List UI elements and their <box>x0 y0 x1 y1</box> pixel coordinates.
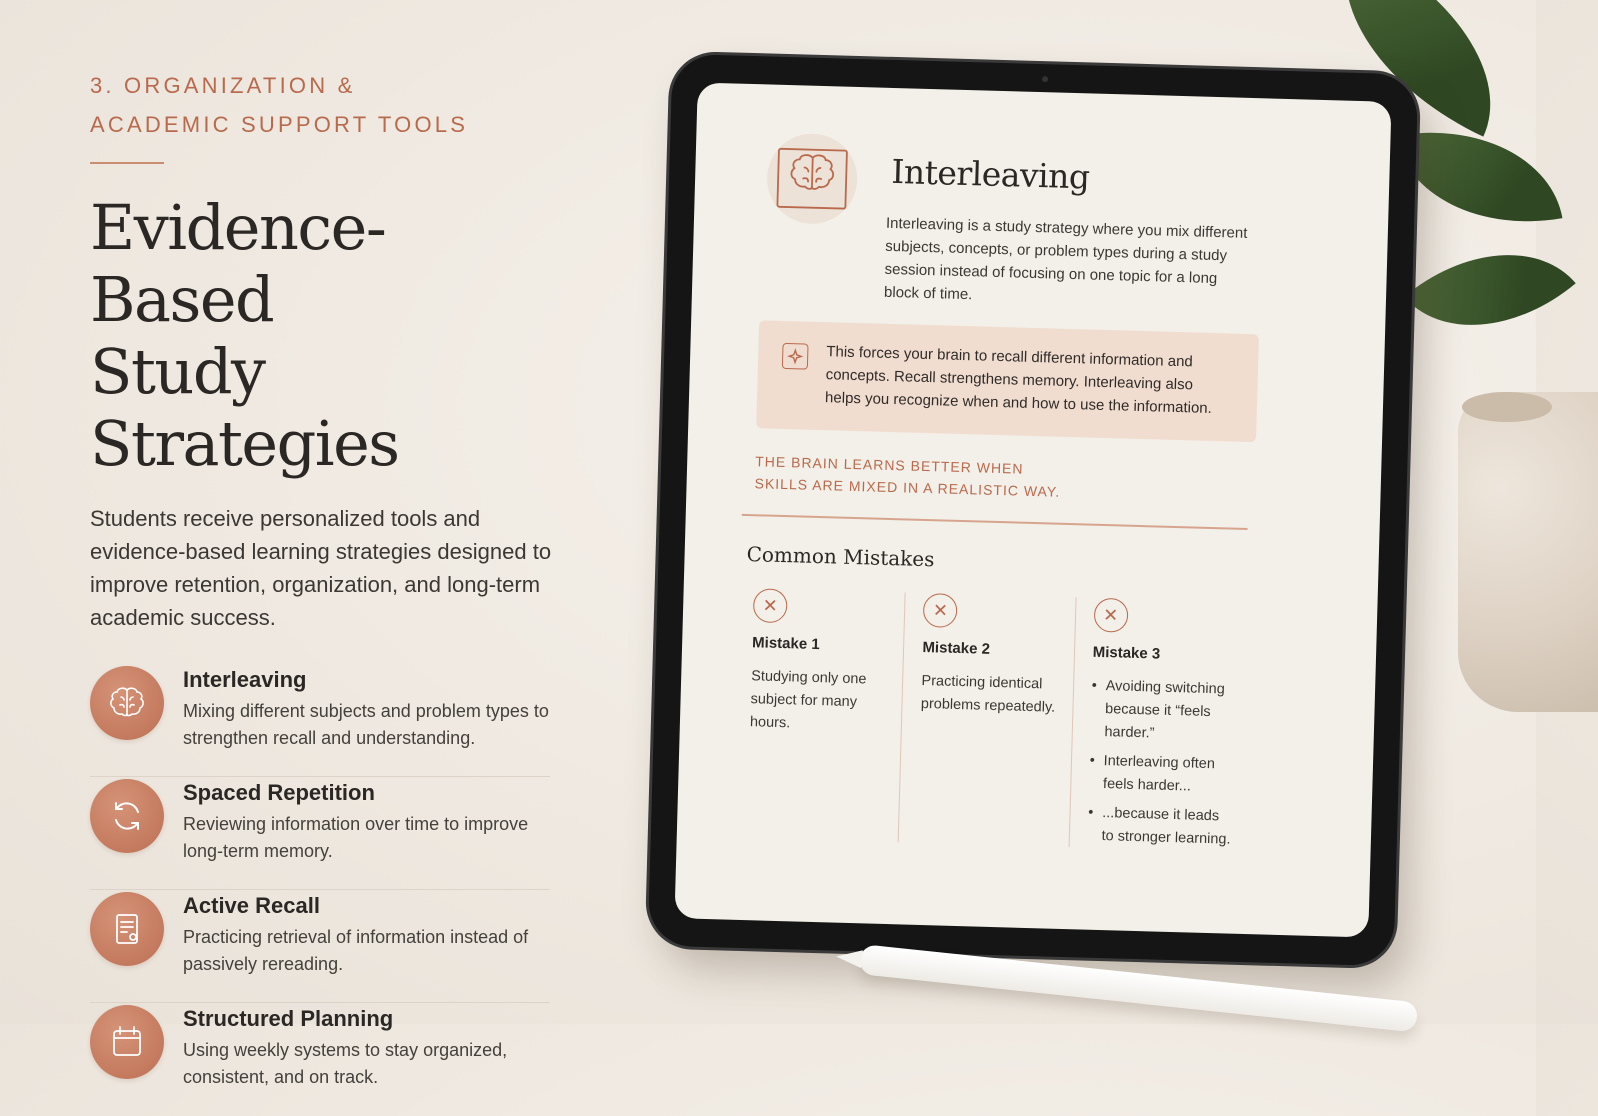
plant-leaf <box>1404 207 1576 374</box>
feature-desc: Practicing retrieval of information instead of passively rereading. <box>183 927 529 974</box>
tablet-device <box>660 64 1406 956</box>
callout-box <box>756 320 1259 442</box>
section-divider <box>742 514 1248 530</box>
calendar-icon <box>90 1005 164 1079</box>
brain-icon <box>90 666 164 740</box>
feature-title: Interleaving <box>183 667 307 692</box>
feature-desc: Mixing different subjects and problem types to strengthen recall and understanding. <box>183 701 549 748</box>
feature-item-active-recall <box>90 890 550 1003</box>
title-line-1: Evidence-Based <box>90 191 386 336</box>
mistake-column-1 <box>729 588 905 843</box>
feature-list <box>90 664 550 1116</box>
mistake-list <box>1087 675 1235 852</box>
intro-text: Students receive personalized tools and evidence-based learning strategies designed to improve retention, organization, and long-term academic success. <box>90 506 552 630</box>
feature-title: Structured Planning <box>183 1006 394 1031</box>
tablet-screen <box>674 82 1391 937</box>
mistake-title: Mistake 3 <box>1092 643 1161 663</box>
title-line-2: Study Strategies <box>90 335 399 480</box>
tagline: THE BRAIN LEARNS BETTER WHEN SKILLS ARE MIXED IN A REALISTIC WAY. <box>754 453 1061 500</box>
feature-desc: Using weekly systems to stay organized, consistent, and on track. <box>183 1040 508 1087</box>
screen-title: Interleaving <box>890 151 1091 197</box>
mistake-text: Practicing identical problems repeatedly. <box>920 672 1056 716</box>
brain-icon <box>766 132 858 224</box>
plant-pot <box>1458 392 1598 712</box>
feature-item-structured-planning <box>90 1003 550 1116</box>
feature-desc: Reviewing information over time to improve long-term memory. <box>183 814 529 861</box>
list-item: • Avoiding switching because it “feels harder.” <box>1090 675 1235 748</box>
section-eyebrow <box>90 66 560 144</box>
feature-title: Spaced Repetition <box>183 780 375 805</box>
sparkle-icon <box>782 343 809 370</box>
mistakes-grid <box>729 588 1246 852</box>
pot-rim <box>1462 392 1552 422</box>
feature-title: Active Recall <box>183 893 320 918</box>
close-icon: ✕ <box>753 588 788 623</box>
screen-description: Interleaving is a study strategy where you mix different subjects, concepts, or problem types during a study session instead of focusing on one topic for a long block of time. <box>883 214 1248 304</box>
close-icon: ✕ <box>923 593 958 628</box>
mistake-title: Mistake 1 <box>751 634 820 654</box>
left-panel <box>90 66 560 1116</box>
list-item: • ...because it leads to stronger learning. <box>1087 802 1232 852</box>
eyebrow-line-1: 3. ORGANIZATION & <box>90 73 356 98</box>
mistakes-heading: Common Mistakes <box>746 542 935 572</box>
callout-text: This forces your brain to recall different information and concepts. Recall strengthens memory. Interleaving also helps you recognize when and how to use the information. <box>824 343 1213 417</box>
mistake-text: Studying only one subject for many hours. <box>749 668 867 732</box>
mistake-column-3 <box>1068 597 1245 852</box>
feature-item-interleaving <box>90 664 550 777</box>
refresh-icon <box>90 779 164 853</box>
mistake-column-2 <box>898 592 1075 847</box>
eyebrow-line-2: ACADEMIC SUPPORT TOOLS <box>90 112 469 137</box>
document-icon <box>90 892 164 966</box>
eyebrow-divider <box>90 162 164 164</box>
page-title <box>90 192 560 480</box>
mistake-title: Mistake 2 <box>922 638 991 658</box>
list-item: • Interleaving often feels harder... <box>1089 750 1234 800</box>
feature-item-spaced-repetition <box>90 777 550 890</box>
stylus-tip <box>835 948 863 969</box>
close-icon: ✕ <box>1093 598 1128 633</box>
